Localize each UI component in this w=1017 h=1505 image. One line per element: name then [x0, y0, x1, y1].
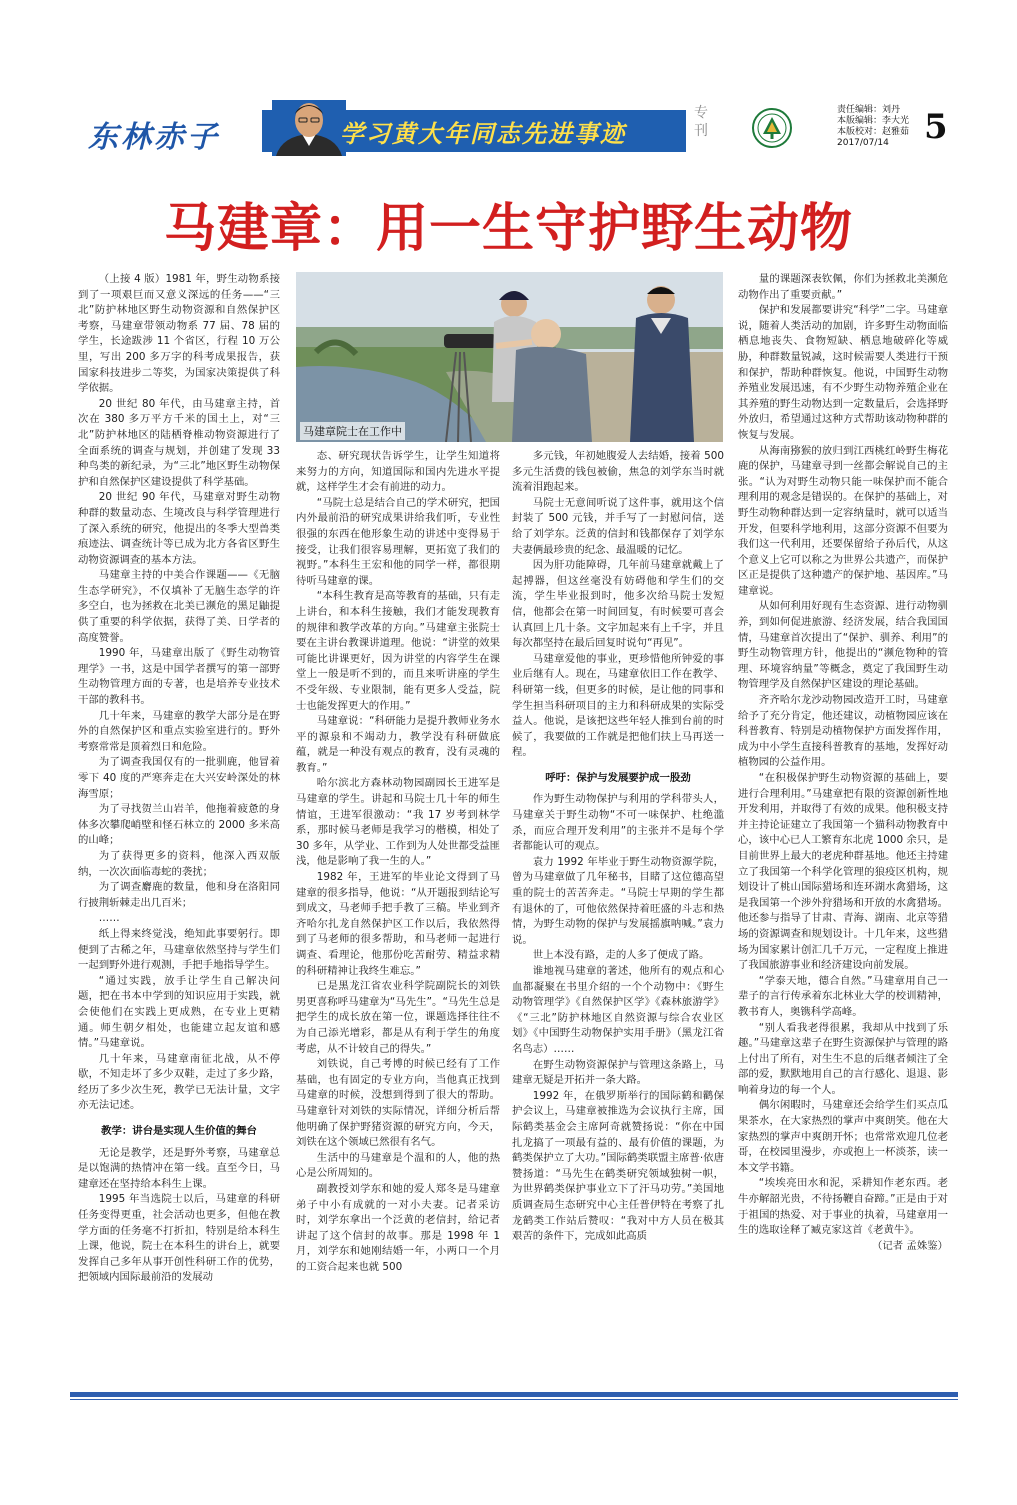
- headline: 马建章：用一生守护野生动物: [163, 199, 853, 259]
- paragraph: 无论是教学，还是野外考察，马建章总是以饱满的热情冲在第一线。直至今日，马建章还在坚持给本科生上课。: [78, 1146, 280, 1190]
- editor-line: 本版编辑：李大光: [837, 116, 910, 126]
- byline: （记者 孟姝鉴）: [871, 1239, 948, 1252]
- paragraph: 1995 年当选院士以后，马建章的科研任务变得更重，社会活动也更多，但他在教学方面的任务毫不打折扣，特别是给本科生上课，他说，院士在本科生的讲台上，就要发挥自己多年从事开创性科研工作的优势，把领域内国际最前沿的发展动: [78, 1193, 280, 1284]
- paragraph: 20 世纪 90 年代，马建章对野生动物种群的数量动态、生境改良与科学管理进行了深入系统的研究，他提出的冬季大型兽类痕迹法、调查统计等已成为北方各省区野生动物资源调查的基本方法。: [78, 491, 280, 566]
- paragraph: 已是黑龙江省农业科学院副院长的刘铁男更喜称呼马建章为“马先生”。“马先生总是把学生的成长放在第一位，课题选择往往不为自己添光增彩，都是从有利于学生的角度考虑，从不计较自己的得失。”: [296, 980, 500, 1055]
- paragraph: 谁地视马建章的著述，他所有的观点和心血都凝聚在书里介绍的一个个动物中：《野生动物管理学》《自然保护区学》《森林旅游学》《“三北”防护林地区自然资源与综合农业区划》《中国野生动物保护实用手册》（黑龙江省名鸟志）……: [512, 965, 724, 1055]
- paragraph: “埃埃亮田水和泥，采耕知作老东西。老牛亦解韶光贵，不待扬鞭自奋蹄。”正是由于对于祖国的热爱、对于事业的执着，马建章用一生的选取诠释了臧克家这首《老黄牛》。: [738, 1177, 948, 1237]
- paragraph: 哈尔滨北方森林动物园副园长王进军是马建章的学生。讲起和马院士几十年的师生情谊，王进军很激动：“我 17 岁考到林学系，那时候马老师是我学习的楷模，相处了 30 多年，从学业、工作到为人处世都受益匪浅，他是影响了我一生的人。”: [296, 777, 500, 868]
- paragraph: 在野生动物资源保护与管理这条路上，马建章无疑是开拓并一条大路。: [512, 1058, 724, 1087]
- paragraph: 为了调查我国仅有的一批驯鹿，他冒着零下 40 度的严寒奔走在大兴安岭深处的林海雪原；: [78, 756, 280, 800]
- paragraph: 几十年来，马建章的教学大部分是在野外的自然保护区和重点实验室进行的。野外考察常常是顶着烈日和危险。: [78, 709, 280, 753]
- paragraph: 1992 年，在俄罗斯举行的国际鹤和鹳保护会议上，马建章被推选为会议执行主席，国际鹤类基金会主席阿奇就赞扬说：“你在中国扎龙搞了一项最有益的、最有价值的课题，为鹤类保护立了大功。”国际鹤类联盟主席普·依唐赞扬道：“马先生在鹤类研究领域独树一帜，为世界鹤类保护事业立下了汗马功劳。”美国地质调查局生态研究中心主任普伊特在考察了扎龙鹤类工作站后赞叹：“我对中方人员在极其艰苦的条件下，完成如此高质: [512, 1089, 724, 1243]
- masthead-section-name: 东林赤子: [88, 120, 220, 155]
- paragraph: 马建章主持的中美合作课题——《无脑生态学研究》，不仅填补了无脑生态学的许多空白，也为拯救在北美已濒危的黑足鼬提供了重要的科学依据，获得了美、日学者的高度赞誉。: [78, 569, 280, 644]
- editor-line: 本版校对：赵雅茹: [837, 127, 910, 137]
- editor-line: 责任编辑：刘丹: [837, 105, 901, 115]
- editor-credits: [837, 105, 909, 149]
- university-logo-icon: [752, 108, 792, 148]
- paragraph: 保护和发展都要讲究“科学”二字。马建章说，随着人类活动的加剧，许多野生动物面临栖息地丧失、食物短缺、栖息地破碎化等威胁，种群数量锐减，这时候需要人类进行干预和保护，帮助种群恢复。他说，中国野生动物养殖业发展迅速，有不少野生动物养殖企业在其养殖的野生动物达到一定数量后，会选择野外放归，希望通过这种方式帮助该动物种群的恢复与发展。: [738, 304, 948, 441]
- section-heading: 教学：讲台是实现人生价值的舞台: [101, 1125, 257, 1138]
- paragraph: （上接 4 版）1981 年，野生动物系接到了一项艰巨而又意义深远的任务——“三北”防护林地区野生动物资源和自然保护区考察，马建章带领动物系 77 届、78 届的学生，长途跋涉 11 个省区，行程 10 万公里，写出 200 多万字的科考成果报告，获国家科技进步二等奖，为国家决策提供了科学依据。: [78, 273, 280, 395]
- paragraph: 刘铁说，自己考博的时候已经有了工作基础，也有固定的专业方向，当他真正找到马建章的时候，没想到得到了很大的帮助。马建章针对刘铁的实际情况，详细分析后帮他明确了保护野猪资源的研究方向，今天，刘铁在这个领域已然很有名气。: [296, 1058, 500, 1149]
- paragraph: 马建章说：“科研能力是提升教师业务水平的源泉和不竭动力，教学没有科研做底蕴，就是一种没有观点的教育，没有灵魂的教育。”: [296, 715, 500, 774]
- photo-caption: 马建章院士在工作中: [300, 422, 405, 440]
- paragraph: 1990 年，马建章出版了《野生动物管理学》一书，这是中国学者撰写的第一部野生动物管理方面的专著，也是培养专业技术干部的教科书。: [78, 647, 280, 707]
- paragraph: 为了调查麝鹿的数量，他和身在洛阳同行披荆斩棘走出几百米；: [78, 881, 280, 909]
- page-number: 5: [924, 107, 948, 147]
- paragraph: 作为野生动物保护与利用的学科带头人，马建章关于野生动物“不可一味保护、杜绝滥杀，而应合理开发利用”的主张并不是每个学者都能认可的观点。: [512, 793, 724, 853]
- paragraph: 生活中的马建章是个温和的人，他的热心是公所周知的。: [296, 1151, 500, 1180]
- article-column-4: [738, 272, 948, 1254]
- paragraph: 因为肝功能障碍，几年前马建章就戴上了起搏器，但这丝毫没有妨碍他和学生们的交流，学生毕业报到时，他多次给马院士发短信，他都会在第一时间回复，有时候要可喜会认真回上几十条。文字加起来有上千字，并且每次都坚持在最后回复时说句“再见”。: [512, 559, 724, 650]
- paragraph: 偶尔闲暇时，马建章还会给学生们买点瓜果茶水，在大家热烈的掌声中爽朗笑。他在大家热烈的掌声中爽朗开怀；也常常欢迎几位老哥，在校园里漫步，亦或抱上一杯淡茶，读一本文学书籍。: [738, 1099, 948, 1174]
- paragraph: “学泰天地，德合自然。”马建章用自己一辈子的言行传承着东北林业大学的校训精神，教书育人，奥镌科学高峰。: [738, 974, 948, 1018]
- paragraph: 为了寻找贺兰山岩羊，他拖着疲惫的身体多次攀爬峭壁和怪石林立的 2000 多米高的山峰；: [78, 803, 280, 847]
- banner-tag: 专刊: [694, 105, 708, 139]
- paragraph: 世上本没有路，走的人多了便成了路。: [532, 949, 710, 962]
- field-work-photo: [296, 272, 723, 442]
- paragraph: 1982 年，王进军的毕业论文得到了马建章的很多指导，他说：“从开题报到结论写到成文，马老师手把手教了三稿。毕业到齐齐哈尔扎龙自然保护区工作以后，我依然得到了马老师的很多帮助，和马老师一起进行调查、看理论，他那份吃苦耐劳、精益求精的科研精神让我终生难忘。”: [296, 871, 500, 977]
- paragraph: 纸上得来终觉浅，绝知此事要躬行。即便到了古稀之年，马建章依然坚持与学生们一起到野外进行观测，手把手地指导学生。: [78, 927, 280, 972]
- paragraph: 马院士无意间听说了这件事，就用这个信封装了 500 元钱，并手写了一封慰问信，送给了刘学东。泛黄的信封和钱都保存了刘学东夫妻俩最珍贵的纪念、最温暖的记忆。: [512, 496, 724, 556]
- section-heading: 呼吁：保护与发展要护成一股劲: [545, 771, 691, 784]
- article-column-3: [512, 449, 724, 1245]
- banner-title: 学习黄大年同志先进事迹: [340, 119, 626, 148]
- article-column-2: [296, 449, 500, 1275]
- paragraph: “通过实践，放手让学生自己解决问题，把在书本中学到的知识应用于实践，就会使他们在实践上更成熟，在专业上更精通。师生朝夕相处，也能建立起友谊和感情。”马建章说。: [78, 974, 280, 1050]
- paragraph: 量的课题深表钦佩，你们为拯救北美濒危动物作出了重要贡献。”: [738, 273, 948, 301]
- paragraph: “本科生教育是高等教育的基础，只有走上讲台，和本科生接触，我们才能发现教育的规律和教学改革的方向。”马建章主张院士要在主讲台教课讲道理。他说：“讲堂的效果可能比讲课更好，因为讲堂的内容学生在课堂上一般是听不到的，而且来听讲座的学生不受年级、专业限制，能有更多人受益，院士也能发挥更大的作用。”: [296, 590, 500, 712]
- paragraph: “马院士总是结合自己的学术研究，把国内外最前沿的研究成果讲给我们听，专业性很强的东西在他形象生动的讲述中变得易于接受，让我们很容易理解，更拓宽了我们的视野。”本科生王宏和他的同学一样，都很期待听马建章的课。: [296, 496, 500, 587]
- issue-date: 2017/07/14: [837, 138, 889, 148]
- paragraph: “别人看我老得很累，我却从中找到了乐趣。”马建章这辈子在野生资源保护与管理的路上付出了所有，对生生不息的后继者倾注了全部的爱，默默地用自己的言行感化、退退、影响着身边的每一个人。: [738, 1021, 948, 1096]
- bottom-rule: [70, 1392, 958, 1397]
- article-column-1: [78, 272, 280, 1286]
- ellipsis: ……: [98, 912, 120, 925]
- paragraph: 从如何利用好现有生态资源、进行动物驯养，到如何促进旅游、经济发展，结合我国国情，马建章首次提出了“保护、驯养、利用”的野生动物管理方针，他提出的“濒危物种的管理、环境容纳量”等概念，奠定了我国野生动物管理学及自然保护区建设的理论基础。: [738, 600, 948, 691]
- paragraph: 为了获得更多的资料，他深入西双版纳，一次次面临毒蛇的袭扰；: [78, 849, 280, 878]
- paragraph: 几十年来，马建章南征北战，从不停歇，不知走坏了多少双鞋，走过了多少路，经历了多少次生死，教学已无法计量，文字亦无法记述。: [78, 1052, 280, 1112]
- paragraph: 态、研究现状告诉学生，让学生知道将来努力的方向，知道国际和国内先进水平提就，这样学生才会有前进的动力。: [296, 450, 500, 494]
- paragraph: 多元钱，年初她腹爱人去结婚，接着 500 多元生活费的钱包被偷，焦急的刘学东当时就流着泪跑起来。: [512, 450, 724, 494]
- paragraph: 袁力 1992 年毕业于野生动物资源学院，曾为马建章做了几年秘书，目睹了这位德高望重的院士的苦苦奔走。“马院士早期的学生都有退休的了，可他依然保持着旺盛的斗志和热情，为野生动物的保护与发展摇旗呐喊。”袁力说。: [512, 855, 724, 946]
- bottom-rule-thin: [70, 1399, 958, 1400]
- paragraph: 20 世纪 80 年代，由马建章主持，首次在 380 多万平方千米的国土上，对“三北”防护林地区的陆栖脊椎动物资源进行了全面系统的调查与规划，并创建了发现 33 种鸟类的新纪录，为“三北”地区野生动物保护和自然保护区建设提供了科学基础。: [78, 397, 280, 488]
- portrait-photo: [272, 100, 346, 156]
- paragraph: 副教授刘学东和她的爱人郑冬是马建章弟子中小有成就的一对小夫妻。记者采访时，刘学东拿出一个泛黄的老信封，给记者讲起了这个信封的故事。那是 1998 年 1 月，刘学东和她刚结婚一年，小两口一个月的工资合起来也就 500: [296, 1182, 500, 1273]
- paragraph: 从海南猕猴的放归到江西桃红岭野生梅花鹿的保护，马建章寻到一丝都会解说自己的主张。“认为对野生动物只能一味保护而不能合理利用的观念是错误的。在保护的基础上，对野生动物种群达到一定容纳量时，就可以适当开发，但要科学地利用，这部分资源不但要为我们这一代利用，还要保留给子孙后代，从这个意义上它可以称之为世界公共遗产，而保护区正是提供了这种遗产的保护地、基因库。”马建章说。: [738, 444, 948, 597]
- paragraph: “在积极保护野生动物资源的基础上，要进行合理利用。”马建章把有限的资源创新性地开发利用，并取得了有效的成果。他积极支持并主持论证建立了我国第一个猫科动物教育中心，该中心已人工繁育东北虎 1000 余只，是目前世界上最大的老虎种群基地。他还主持建立了我国第一个科学化管理的狼疫区机构，规划设计了桃山国际猎场和连环湖水禽猎场，这是我国第一个涉外狩猎场和开放的水禽猎场。他还参与指导了甘肃、青海、湖南、北京等猎场的资源调查和规划设计。十几年来，这些猎场为国家累计创汇几千万元，一定程度上推进了我国旅游事业和经济建设向前发展。: [738, 772, 948, 972]
- paragraph: 马建章爱他的事业，更珍惜他所钟爱的事业后继有人。现在，马建章依旧工作在教学、科研第一线，但更多的时候，是让他的同事和学生担当科研项目的主力和科研成果的实际受益人。他说，是该把这些年轻人推到台前的时候了，我要做的工作就是把他们扶上马再送一程。: [512, 652, 724, 759]
- paragraph: 齐齐哈尔龙沙动物园改造开工时，马建章给予了充分肯定，他还建议，动植物园应该在科普教育、特别是动植物保护方面发挥作用，成为中小学生直接科普教育的基地，发挥好动植物园的公益作用。: [738, 694, 948, 769]
